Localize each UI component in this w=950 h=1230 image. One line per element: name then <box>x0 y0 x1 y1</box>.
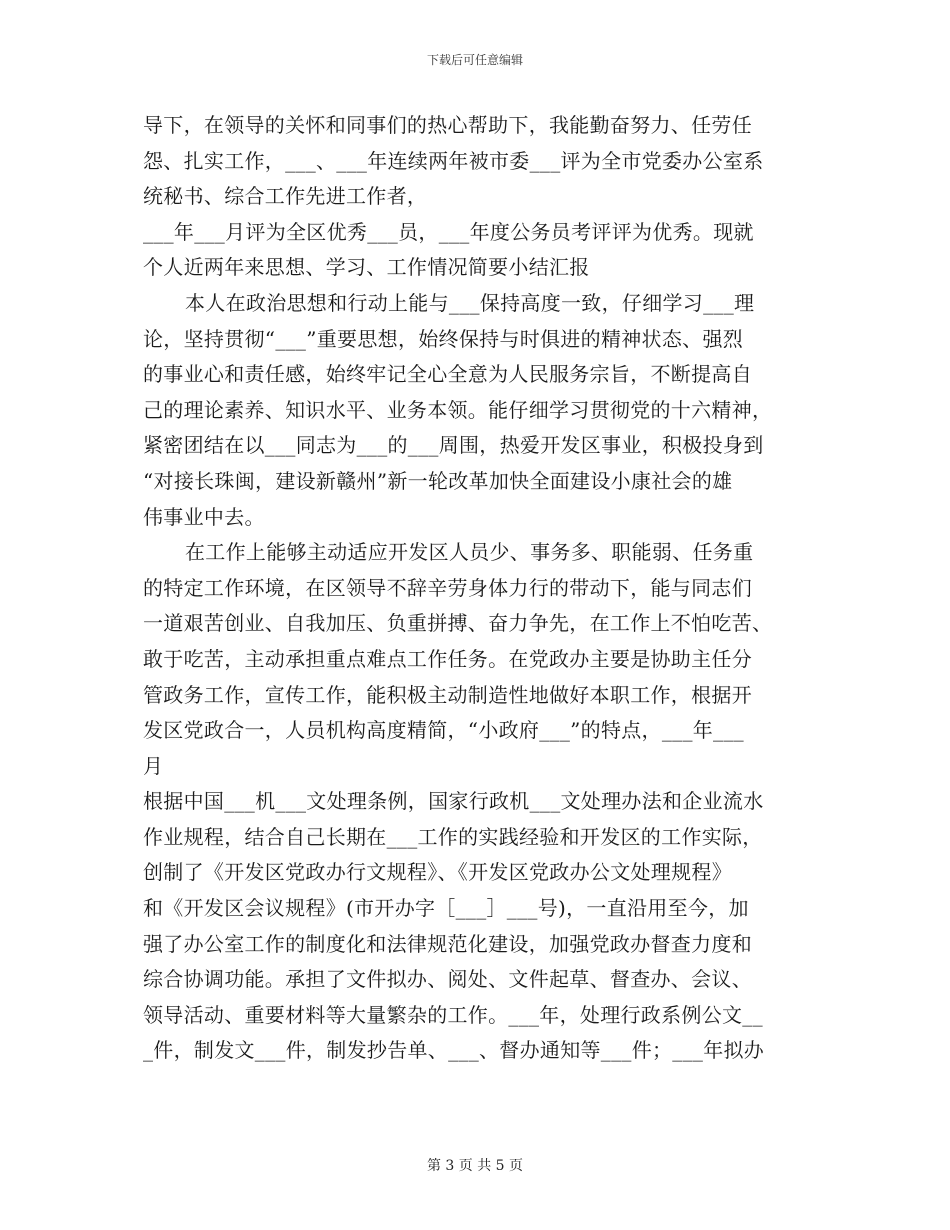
text-line: 月 <box>143 753 164 778</box>
text-line: 论，坚持贯彻“___”重要思想，始终保持与时俱进的精神状态、强烈 <box>143 326 744 351</box>
text-line: 统秘书、综合工作先进工作者， <box>143 184 428 209</box>
text-line: 综合协调功能。承担了文件拟办、阅处、文件起草、督查办、会议、 <box>143 967 752 992</box>
text-line: 领导活动、重要材料等大量繁杂的工作。___年，处理行政系例公文__ <box>143 1002 763 1027</box>
text-line: 的特定工作环境，在区领导不辞辛劳身体力行的带动下，能与同志们 <box>143 575 752 600</box>
text-line: 伟事业中去。 <box>143 504 265 529</box>
text-line: 在工作上能够主动适应开发区人员少、事务多、职能弱、任务重 <box>185 540 754 565</box>
text-line: 管政务工作，宣传工作，能积极主动制造性地做好本职工作，根据开 <box>143 682 752 707</box>
text-line: 己的理论素养、知识水平、业务本领。能仔细学习贯彻党的十六精神， <box>143 397 773 422</box>
text-line: 个人近两年来思想、学习、工作情况简要小结汇报 <box>143 255 590 280</box>
text-line: 作业规程，结合自己长期在___工作的实践经验和开发区的工作实际， <box>143 824 763 849</box>
text-line: _件，制发文___件，制发抄告单、___、督办通知等___件；___年拟办 <box>143 1038 765 1063</box>
text-line: 发区党政合一，人员机构高度精简，“小政府___”的特点，___年___ <box>143 718 744 743</box>
text-line: 强了办公室工作的制度化和法律规范化建设，加强党政办督查力度和 <box>143 931 752 956</box>
text-line: 敢于吃苦，主动承担重点难点工作任务。在党政办主要是协助主任分 <box>143 646 752 671</box>
text-line: ___年___月评为全区优秀___员，___年度公务员考评评为优秀。现就 <box>143 219 754 244</box>
text-line: 一道艰苦创业、自我加压、负重拼搏、奋力争先，在工作上不怕吃苦、 <box>143 611 773 636</box>
text-line: 怨、扎实工作，___、___年连续两年被市委___评为全市党委办公室系 <box>143 148 764 173</box>
text-line: 本人在政治思想和行动上能与___保持高度一致，仔细学习___理 <box>185 290 755 315</box>
text-line: 导下，在领导的关怀和同事们的热心帮助下，我能勤奋努力、任劳任 <box>143 113 752 137</box>
text-line: 紧密团结在以___同志为___的___周围，热爱开发区事业，积极投身到 <box>143 433 764 458</box>
page-header: 下载后可任意编辑 <box>426 53 523 67</box>
page-footer: 第 3 页 共 5 页 <box>426 1158 524 1174</box>
text-line: 创制了《开发区党政办行文规程》、《开发区党政办公文处理规程》 <box>143 860 732 885</box>
text-line: 和《开发区会议规程》(市开办字［___］___号)，一直沿用至今，加 <box>143 896 749 921</box>
document-body <box>143 108 809 1069</box>
text-line: “对接长珠闽，建设新赣州”新一轮改革加快全面建设小康社会的雄 <box>143 468 733 493</box>
text-line: 的事业心和责任感，始终牢记全心全意为人民服务宗旨，不断提高自 <box>143 362 752 387</box>
text-line: 根据中国___机___文处理条例，国家行政机___文处理办法和企业流水 <box>143 789 764 814</box>
